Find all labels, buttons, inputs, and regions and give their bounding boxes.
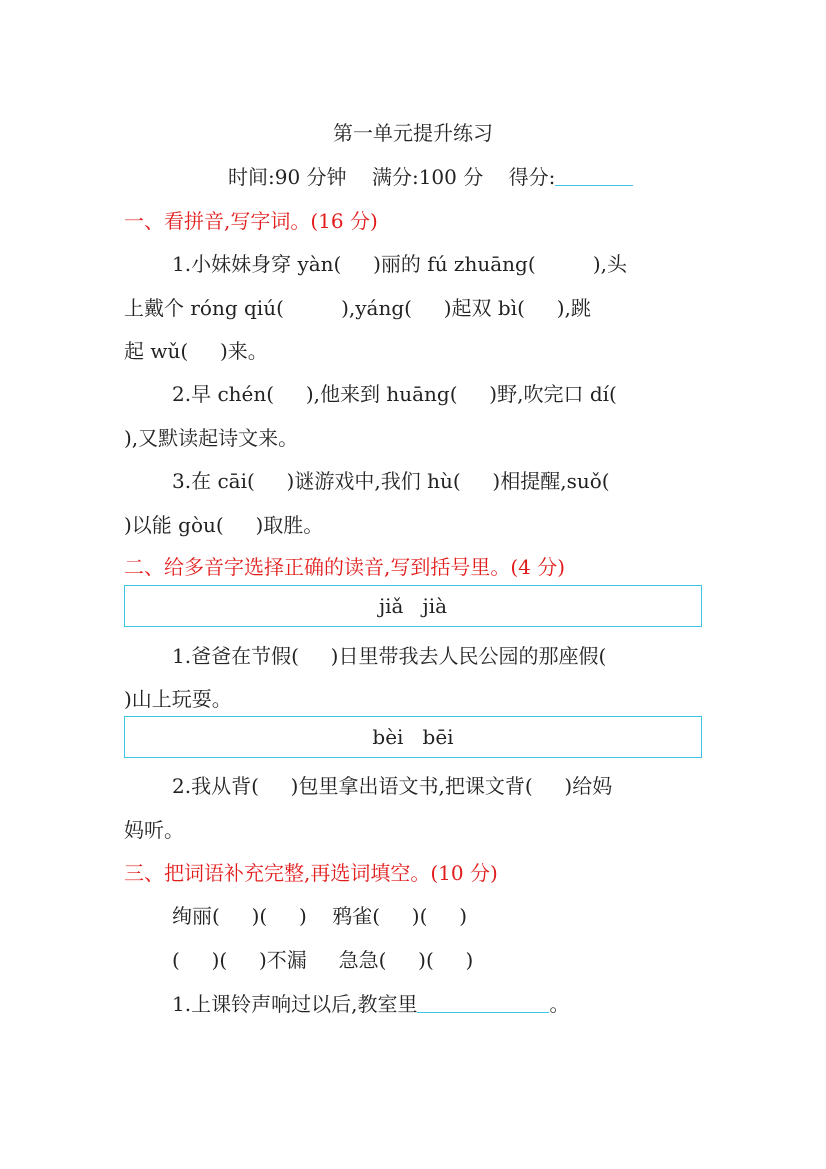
- s1-line-3: 起 wǔ( )来。: [124, 339, 268, 363]
- s1-line-5: ),又默读起诗文来。: [124, 426, 299, 450]
- s3-line-3-end: 。: [549, 992, 570, 1016]
- exam-info: [228, 164, 633, 190]
- section-1-heading: 一、看拼音,写字词。(16 分): [124, 209, 378, 233]
- pinyin-box-bei: [124, 716, 702, 758]
- pinyin-box-jia: [124, 585, 702, 627]
- s1-line-4: 2.早 chén( ),他来到 huāng( )野,吹完口 dí(: [172, 382, 617, 406]
- s3-line-3: [172, 991, 569, 1017]
- s1-line-7: )以能 gòu( )取胜。: [124, 513, 324, 537]
- section-2-heading: 二、给多音字选择正确的读音,写到括号里。(4 分): [124, 555, 566, 579]
- s1-line-1: 1.小妹妹身穿 yàn( )丽的 fú zhuāng( ),头: [172, 252, 628, 276]
- s2-line-1: 1.爸爸在节假( )日里带我去人民公园的那座假(: [172, 644, 607, 668]
- pinyin-box-bei-text: bèi bēi: [372, 725, 454, 749]
- exam-info-text: 时间:90 分钟 满分:100 分 得分:: [228, 165, 556, 189]
- s1-line-6: 3.在 cāi( )谜游戏中,我们 hù( )相提醒,suǒ(: [172, 469, 610, 493]
- s2-line-3: 2.我从背( )包里拿出语文书,把课文背( )给妈: [172, 774, 613, 798]
- s2-line-2: )山上玩耍。: [124, 687, 232, 711]
- pinyin-box-jia-text: jiǎ jià: [378, 594, 448, 618]
- page-title: 第一单元提升练习: [333, 121, 493, 145]
- score-blank[interactable]: [555, 165, 633, 186]
- s3-line-3-text: 1.上课铃声响过以后,教室里: [172, 992, 418, 1016]
- s1-line-2: 上戴个 róng qiú( ),yáng( )起双 bì( ),跳: [124, 296, 591, 320]
- section-3-heading: 三、把词语补充完整,再选词填空。(10 分): [124, 861, 498, 885]
- s2-line-4: 妈听。: [124, 818, 184, 842]
- answer-blank[interactable]: [417, 992, 549, 1013]
- s3-line-1: 绚丽( )( ) 鸦雀( )( ): [172, 904, 467, 928]
- s3-line-2: ( )( )不漏 急急( )( ): [172, 948, 474, 972]
